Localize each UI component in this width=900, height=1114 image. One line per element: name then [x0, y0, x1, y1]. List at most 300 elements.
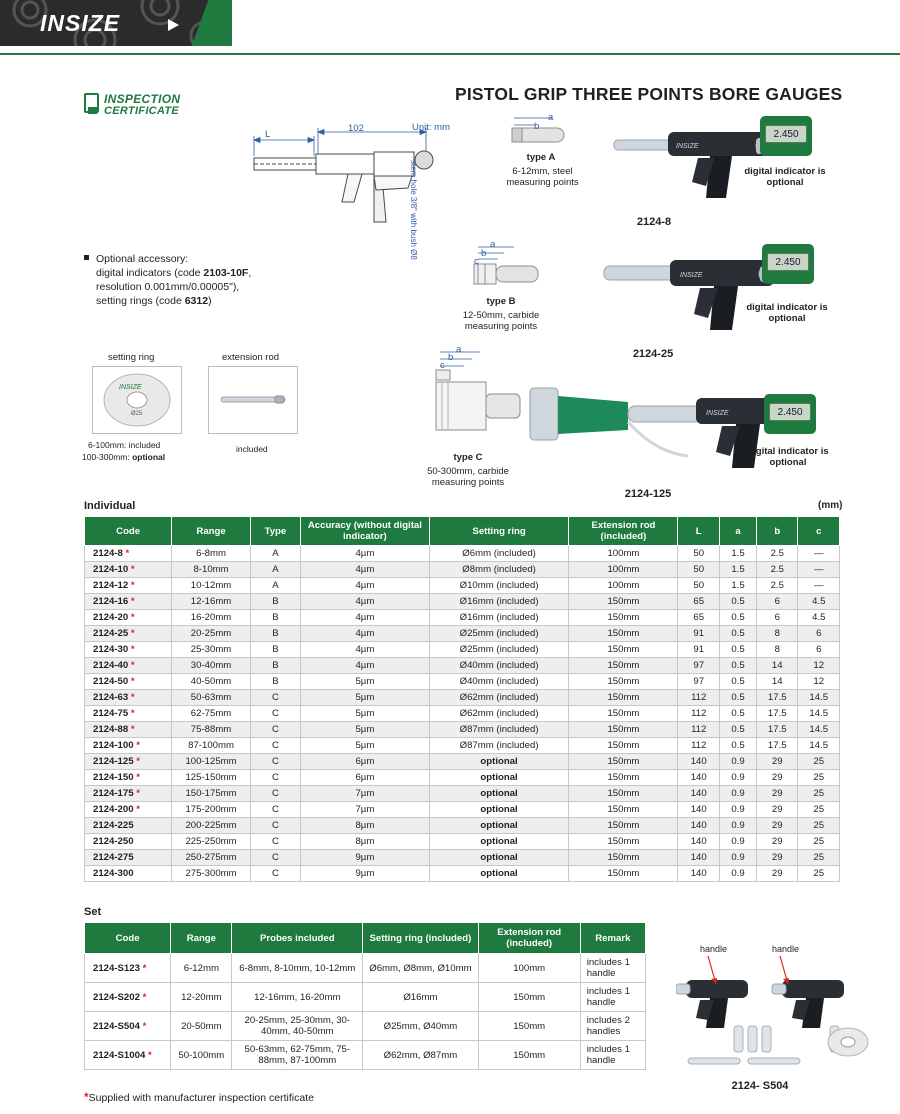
certificate-icon	[84, 93, 99, 113]
setting-ring-note-1: 6-100mm: included	[88, 440, 161, 450]
th-set-remark: Remark	[580, 923, 645, 954]
cell-a: 0.5	[719, 610, 756, 626]
cell-extension-rod: 100mm	[569, 562, 678, 578]
cell-accuracy: 6µm	[301, 770, 430, 786]
cell-accuracy: 9µm	[301, 850, 430, 866]
table-row	[85, 594, 840, 610]
table-row	[85, 954, 646, 983]
cell-extension-rod: 150mm	[569, 642, 678, 658]
cell-accuracy: 4µm	[301, 546, 430, 562]
cell-type: B	[250, 610, 300, 626]
th-set-ring: Setting ring (included)	[363, 923, 479, 954]
type-b-name: type B	[486, 296, 516, 307]
cell-L: 112	[678, 738, 719, 754]
cell-a: 0.5	[719, 642, 756, 658]
cell-range: 150-175mm	[172, 786, 251, 802]
cell-setting-ring: Ø16mm (included)	[429, 610, 569, 626]
brand-logo	[40, 8, 210, 38]
cell-code: 2124-225	[85, 818, 172, 834]
cell-type: C	[250, 738, 300, 754]
cell-a: 1.5	[719, 546, 756, 562]
page-header	[0, 0, 900, 46]
certificate-asterisk: *	[139, 991, 147, 1003]
certificate-asterisk: *	[128, 644, 135, 655]
indicator-display-2: 2.450	[767, 253, 809, 271]
cell-L: 140	[678, 834, 719, 850]
cell-accuracy: 5µm	[301, 706, 430, 722]
certificate-asterisk: *	[128, 724, 135, 735]
cell-type: B	[250, 642, 300, 658]
cell-range: 125-150mm	[172, 770, 251, 786]
cell-accuracy: 8µm	[301, 834, 430, 850]
type-b-dim-a: a	[490, 239, 496, 250]
digital-indicator-2124-125	[764, 394, 816, 434]
cell-range: 20-25mm	[172, 626, 251, 642]
dim-label-L: L	[265, 129, 271, 140]
th-accuracy: Accuracy (without digital indicator)	[301, 517, 430, 546]
cell-range: 6-8mm	[172, 546, 251, 562]
cell-set-range: 20-50mm	[171, 1012, 232, 1041]
digital-indicator-note-1: digital indicator is optional	[744, 166, 826, 188]
set-table-body	[85, 954, 646, 1070]
cell-extension-rod: 150mm	[569, 658, 678, 674]
cell-set-code: 2124-S123 *	[85, 954, 171, 983]
cell-setting-ring: Ø62mm (included)	[429, 706, 569, 722]
certificate-line1: INSPECTION	[104, 92, 181, 106]
cell-b: 17.5	[757, 690, 798, 706]
cell-range: 10-12mm	[172, 578, 251, 594]
cell-accuracy: 4µm	[301, 642, 430, 658]
cell-set-ring: Ø62mm, Ø87mm	[363, 1041, 479, 1070]
cell-a: 0.9	[719, 802, 756, 818]
cell-a: 0.9	[719, 866, 756, 882]
certificate-asterisk: *	[128, 580, 135, 591]
cell-accuracy: 8µm	[301, 818, 430, 834]
type-b-drawing	[452, 240, 552, 292]
cell-b: 2.5	[757, 546, 798, 562]
table-row	[85, 626, 840, 642]
cell-range: 200-225mm	[172, 818, 251, 834]
th-set-probes: Probes included	[232, 923, 363, 954]
cell-L: 97	[678, 658, 719, 674]
table-row	[85, 786, 840, 802]
cell-extension-rod: 150mm	[569, 594, 678, 610]
cell-accuracy: 5µm	[301, 738, 430, 754]
table-row	[85, 706, 840, 722]
cell-set-probes: 20-25mm, 25-30mm, 30-40mm, 40-50mm	[232, 1012, 363, 1041]
cell-b: 8	[757, 626, 798, 642]
cell-L: 140	[678, 818, 719, 834]
cell-accuracy: 4µm	[301, 578, 430, 594]
cell-range: 75-88mm	[172, 722, 251, 738]
certificate-asterisk: *	[133, 772, 140, 783]
cell-code: 2124-100 *	[85, 738, 172, 754]
cell-c: 12	[798, 674, 840, 690]
cell-range: 250-275mm	[172, 850, 251, 866]
cell-setting-ring: Ø16mm (included)	[429, 594, 569, 610]
th-a: a	[719, 517, 756, 546]
cell-a: 0.5	[719, 626, 756, 642]
cell-extension-rod: 150mm	[569, 818, 678, 834]
product-code-2124-8: 2124-8	[636, 216, 672, 228]
certificate-asterisk: *	[128, 564, 135, 575]
svg-text:Ø25: Ø25	[131, 411, 143, 417]
cell-c: —	[798, 546, 840, 562]
page-title: PISTOL GRIP THREE POINTS BORE GAUGES	[455, 84, 843, 104]
cell-a: 0.5	[719, 738, 756, 754]
table-row	[85, 850, 840, 866]
footnote-asterisk: *	[84, 1090, 89, 1104]
bullet-icon	[84, 255, 89, 260]
cell-L: 91	[678, 626, 719, 642]
certificate-asterisk: *	[128, 596, 135, 607]
cell-b: 29	[757, 850, 798, 866]
accessory-code-6312: 6312	[184, 295, 209, 307]
cell-c: 25	[798, 754, 840, 770]
cell-setting-ring: Ø40mm (included)	[429, 674, 569, 690]
table-row	[85, 983, 646, 1012]
cell-code: 2124-275	[85, 850, 172, 866]
cell-b: 17.5	[757, 738, 798, 754]
cell-type: C	[250, 706, 300, 722]
setting-ring-label: setting ring	[108, 352, 155, 363]
cell-range: 12-16mm	[172, 594, 251, 610]
cell-b: 2.5	[757, 562, 798, 578]
table-row	[85, 1012, 646, 1041]
cell-a: 0.5	[719, 674, 756, 690]
cell-range: 225-250mm	[172, 834, 251, 850]
svg-text:INSIZE: INSIZE	[119, 384, 142, 391]
th-extension-rod: Extension rod (included)	[569, 517, 678, 546]
cell-L: 112	[678, 722, 719, 738]
cell-code: 2124-88 *	[85, 722, 172, 738]
cell-code: 2124-25 *	[85, 626, 172, 642]
cell-type: C	[250, 850, 300, 866]
table-row	[85, 722, 840, 738]
cell-type: B	[250, 594, 300, 610]
cell-set-range: 12-20mm	[171, 983, 232, 1012]
type-c-dim-b: b	[448, 352, 454, 363]
cell-c: 6	[798, 626, 840, 642]
footnote	[84, 1090, 314, 1104]
cell-setting-ring: optional	[429, 754, 569, 770]
accessory-line1-pre: digital indicators (code	[96, 267, 204, 279]
cell-range: 8-10mm	[172, 562, 251, 578]
cell-set-code: 2124-S504 *	[85, 1012, 171, 1041]
cell-type: C	[250, 818, 300, 834]
set-table-header-row	[85, 923, 646, 954]
cell-code: 2124-8 *	[85, 546, 172, 562]
th-set-range: Range	[171, 923, 232, 954]
th-setting-ring: Setting ring	[429, 517, 569, 546]
certificate-asterisk: *	[128, 612, 135, 623]
cell-set-ring: Ø25mm, Ø40mm	[363, 1012, 479, 1041]
cell-a: 0.5	[719, 658, 756, 674]
cell-code: 2124-75 *	[85, 706, 172, 722]
certificate-asterisk: *	[133, 788, 140, 799]
cell-code: 2124-300	[85, 866, 172, 882]
cell-setting-ring: Ø8mm (included)	[429, 562, 569, 578]
table-row	[85, 578, 840, 594]
certificate-asterisk: *	[128, 628, 135, 639]
cell-c: 4.5	[798, 610, 840, 626]
table-row	[85, 690, 840, 706]
cell-c: 14.5	[798, 738, 840, 754]
cell-set-range: 50-100mm	[171, 1041, 232, 1070]
certificate-asterisk: *	[145, 1049, 152, 1061]
cell-a: 0.9	[719, 754, 756, 770]
cell-L: 50	[678, 578, 719, 594]
cell-setting-ring: Ø87mm (included)	[429, 722, 569, 738]
cell-accuracy: 7µm	[301, 786, 430, 802]
cell-L: 112	[678, 706, 719, 722]
cell-L: 91	[678, 642, 719, 658]
cell-set-rod: 100mm	[478, 954, 580, 983]
certificate-asterisk: *	[133, 740, 140, 751]
cell-b: 29	[757, 802, 798, 818]
cell-type: C	[250, 802, 300, 818]
cell-b: 8	[757, 642, 798, 658]
cell-code: 2124-50 *	[85, 674, 172, 690]
individual-table-header-row	[85, 517, 840, 546]
cell-code: 2124-200 *	[85, 802, 172, 818]
cell-c: —	[798, 578, 840, 594]
table-row	[85, 658, 840, 674]
cell-set-remark: includes 2 handles	[580, 1012, 645, 1041]
cell-c: 25	[798, 802, 840, 818]
cell-extension-rod: 150mm	[569, 802, 678, 818]
table-row	[85, 770, 840, 786]
cell-a: 1.5	[719, 562, 756, 578]
th-type: Type	[250, 517, 300, 546]
set-table	[84, 922, 646, 1070]
cell-L: 65	[678, 594, 719, 610]
th-c: c	[798, 517, 840, 546]
cell-L: 97	[678, 674, 719, 690]
cell-c: 25	[798, 866, 840, 882]
cell-accuracy: 5µm	[301, 722, 430, 738]
cell-c: 14.5	[798, 690, 840, 706]
cell-b: 6	[757, 610, 798, 626]
cell-L: 65	[678, 610, 719, 626]
cell-type: B	[250, 658, 300, 674]
type-a-desc: 6-12mm, steel measuring points	[506, 166, 579, 188]
cell-extension-rod: 150mm	[569, 850, 678, 866]
cell-setting-ring: optional	[429, 786, 569, 802]
cell-type: A	[250, 562, 300, 578]
cell-c: 14.5	[798, 706, 840, 722]
cell-code: 2124-30 *	[85, 642, 172, 658]
accessory-bullet-title: Optional accessory:	[96, 253, 189, 265]
indicator-display-3: 2.450	[769, 403, 811, 421]
cell-set-rod: 150mm	[478, 983, 580, 1012]
cell-b: 29	[757, 834, 798, 850]
cell-c: 25	[798, 786, 840, 802]
cell-extension-rod: 150mm	[569, 610, 678, 626]
th-set-code: Code	[85, 923, 171, 954]
cell-setting-ring: optional	[429, 850, 569, 866]
cell-L: 50	[678, 562, 719, 578]
th-set-rod: Extension rod (included)	[478, 923, 580, 954]
type-a-dim-b: b	[534, 121, 540, 132]
cell-code: 2124-16 *	[85, 594, 172, 610]
cell-L: 50	[678, 546, 719, 562]
certificate-asterisk: *	[139, 962, 147, 974]
digital-indicator-2124-25	[762, 244, 814, 284]
cell-set-probes: 50-63mm, 62-75mm, 75-88mm, 87-100mm	[232, 1041, 363, 1070]
cell-setting-ring: Ø40mm (included)	[429, 658, 569, 674]
type-b-dim-b: b	[481, 248, 487, 259]
type-a-dim-a: a	[548, 112, 554, 123]
unit-label: Unit: mm	[412, 122, 450, 133]
cell-accuracy: 4µm	[301, 562, 430, 578]
cell-L: 140	[678, 770, 719, 786]
cell-b: 29	[757, 770, 798, 786]
type-c-desc: 50-300mm, carbide measuring points	[427, 466, 509, 488]
extension-rod-photo	[208, 366, 298, 434]
table-row	[85, 834, 840, 850]
cell-b: 2.5	[757, 578, 798, 594]
logo-arrow-icon	[168, 19, 179, 31]
table-row	[85, 562, 840, 578]
table-row	[85, 818, 840, 834]
type-b-desc: 12-50mm, carbide measuring points	[462, 310, 540, 332]
accessory-line3-pre: setting rings (code	[96, 295, 185, 307]
cell-a: 0.5	[719, 594, 756, 610]
certificate-line2: CERTIFICATE	[104, 105, 180, 117]
cell-b: 14	[757, 658, 798, 674]
cell-c: 4.5	[798, 594, 840, 610]
certificate-asterisk: *	[133, 756, 140, 767]
svg-text:INSIZE: INSIZE	[680, 272, 703, 279]
setting-ring-note-2-bold: optional	[132, 452, 166, 462]
cell-code: 2124-250	[85, 834, 172, 850]
cell-type: C	[250, 722, 300, 738]
cell-setting-ring: optional	[429, 866, 569, 882]
certificate-asterisk: *	[122, 548, 130, 559]
cell-b: 29	[757, 786, 798, 802]
type-a-drawing	[500, 114, 580, 148]
cell-type: B	[250, 626, 300, 642]
cell-type: C	[250, 770, 300, 786]
cell-range: 62-75mm	[172, 706, 251, 722]
digital-indicator-note-2: digital indicator is optional	[746, 302, 828, 324]
indicator-display-1: 2.450	[765, 125, 807, 143]
set-photo-caption: 2124- S504	[731, 1080, 789, 1092]
cell-range: 40-50mm	[172, 674, 251, 690]
cell-a: 0.5	[719, 690, 756, 706]
cell-setting-ring: optional	[429, 802, 569, 818]
cell-c: 25	[798, 770, 840, 786]
inspection-certificate-badge	[84, 92, 202, 126]
cell-c: 25	[798, 818, 840, 834]
cell-extension-rod: 100mm	[569, 546, 678, 562]
cell-set-rod: 150mm	[478, 1012, 580, 1041]
dim-label-102: 102	[348, 123, 364, 134]
type-c-dim-a: a	[456, 344, 462, 355]
cell-a: 0.5	[719, 706, 756, 722]
accessory-line2: resolution 0.001mm/0.00005"),	[96, 281, 240, 293]
type-c-dim-c: c	[440, 360, 445, 371]
footnote-text: Supplied with manufacturer inspection certificate	[88, 1092, 314, 1104]
cell-extension-rod: 150mm	[569, 786, 678, 802]
cell-extension-rod: 150mm	[569, 674, 678, 690]
type-a-name: type A	[526, 152, 556, 163]
cell-set-range: 6-12mm	[171, 954, 232, 983]
svg-text:INSIZE: INSIZE	[676, 143, 699, 150]
brand-name: INSIZE	[40, 10, 121, 36]
table-row	[85, 866, 840, 882]
digital-indicator-note-3: digital indicator is optional	[747, 446, 829, 468]
set-section-label: Set	[84, 906, 102, 918]
certificate-asterisk: *	[128, 660, 135, 671]
cell-c: 6	[798, 642, 840, 658]
th-range: Range	[172, 517, 251, 546]
setting-ring-note-2-prefix: 100-300mm:	[82, 452, 133, 462]
table-row	[85, 754, 840, 770]
cell-c: 12	[798, 658, 840, 674]
extension-rod-label: extension rod	[222, 352, 280, 363]
cell-b: 17.5	[757, 706, 798, 722]
cell-setting-ring: Ø25mm (included)	[429, 642, 569, 658]
individual-table-body	[85, 546, 840, 882]
cell-accuracy: 4µm	[301, 610, 430, 626]
individual-table	[84, 516, 840, 882]
header-divider	[0, 53, 900, 55]
individual-unit-label: (mm)	[818, 500, 843, 511]
cell-a: 0.5	[719, 722, 756, 738]
cell-set-ring: Ø6mm, Ø8mm, Ø10mm	[363, 954, 479, 983]
svg-text:INSIZE: INSIZE	[706, 410, 729, 417]
set-handle-label-right: handle	[772, 944, 800, 954]
table-row	[85, 674, 840, 690]
cell-accuracy: 5µm	[301, 690, 430, 706]
cell-set-remark: includes 1 handle	[580, 954, 645, 983]
cell-extension-rod: 150mm	[569, 738, 678, 754]
cell-a: 0.9	[719, 834, 756, 850]
cell-type: C	[250, 754, 300, 770]
cell-code: 2124-150 *	[85, 770, 172, 786]
product-code-2124-25: 2124-25	[632, 348, 674, 360]
cell-b: 14	[757, 674, 798, 690]
type-c-drawing	[418, 346, 528, 444]
cell-set-rod: 150mm	[478, 1041, 580, 1070]
cell-range: 275-300mm	[172, 866, 251, 882]
cell-extension-rod: 150mm	[569, 866, 678, 882]
cell-set-remark: includes 1 handle	[580, 983, 645, 1012]
cell-b: 6	[757, 594, 798, 610]
cell-set-remark: includes 1 handle	[580, 1041, 645, 1070]
cell-setting-ring: Ø87mm (included)	[429, 738, 569, 754]
stem-hole-note: stem hole 3/8" with bush Ø8	[409, 160, 418, 260]
cell-setting-ring: optional	[429, 818, 569, 834]
type-b-dim-c: c	[474, 256, 479, 267]
cell-set-probes: 12-16mm, 16-20mm	[232, 983, 363, 1012]
table-row	[85, 610, 840, 626]
th-b: b	[757, 517, 798, 546]
cell-type: A	[250, 546, 300, 562]
product-code-2124-125: 2124-125	[624, 488, 672, 500]
digital-indicator-2124-8	[760, 116, 812, 156]
cell-code: 2124-175 *	[85, 786, 172, 802]
cell-L: 140	[678, 850, 719, 866]
cell-type: C	[250, 834, 300, 850]
cell-setting-ring: Ø25mm (included)	[429, 626, 569, 642]
optional-accessory-note	[84, 252, 314, 308]
cell-L: 140	[678, 866, 719, 882]
cell-code: 2124-63 *	[85, 690, 172, 706]
cell-range: 175-200mm	[172, 802, 251, 818]
